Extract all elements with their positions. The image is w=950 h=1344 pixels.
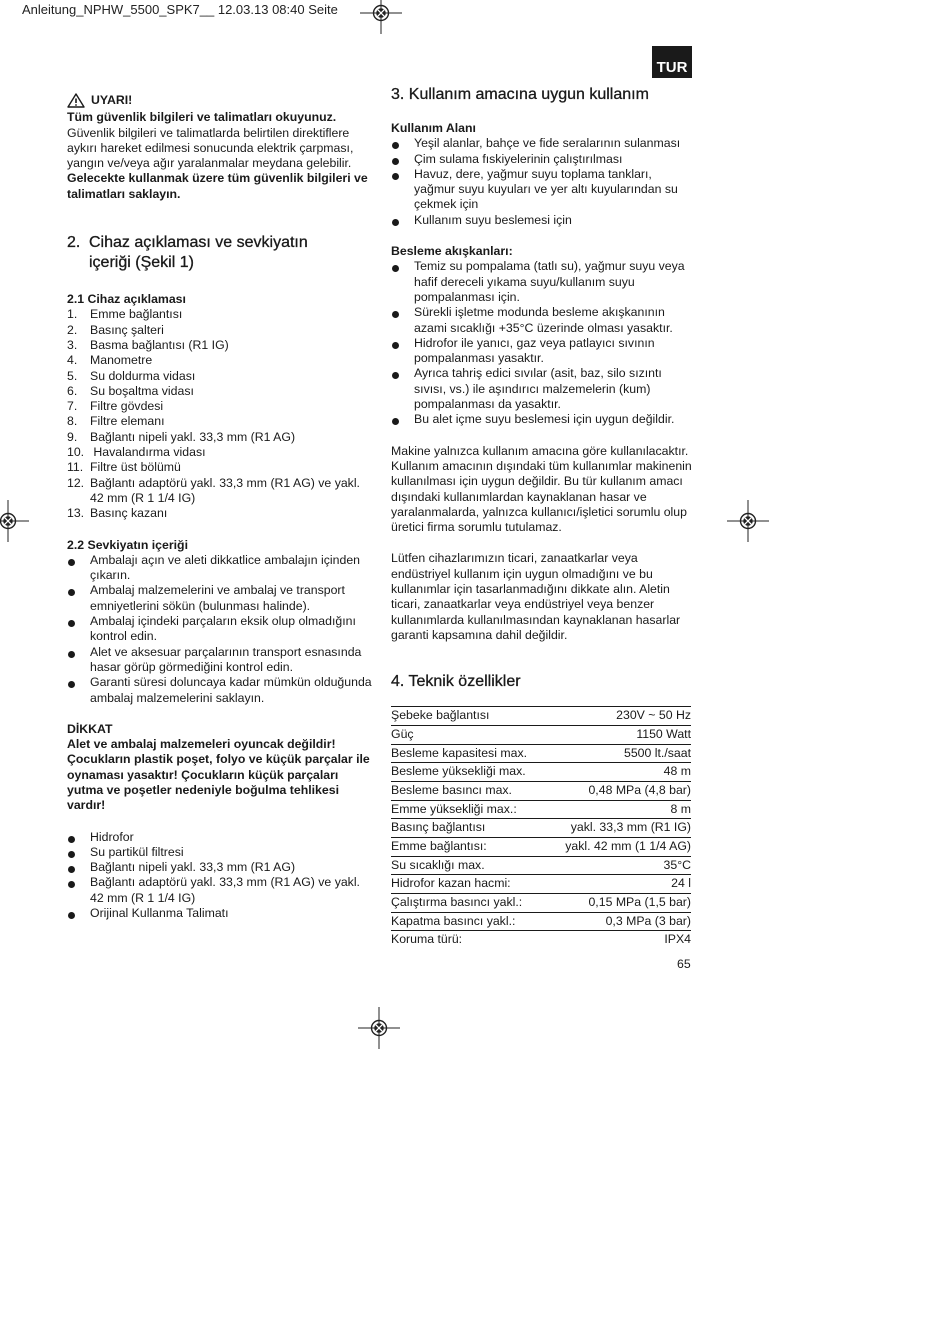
warning-text: Güvenlik bilgileri ve talimatlarda belirtilen direktiflere aykırı hareket edilmesi sonucunda elektrik çarpması, yangın ve/veya ağır yaralanmalar meydana gelebilir. <box>67 125 354 171</box>
part-label: Basınç şalteri <box>90 322 164 337</box>
part-label: Su doldurma vidası <box>90 368 196 383</box>
intended-use-paragraph: Makine yalnızca kullanım amacına göre kullanılacaktır. Kullanım amacının dışındaki tüm kullanımlar makinenin kullanılması için uygun değildir. Bu tür kullanım amacı dışındaki kullanımlardan kaynaklanan hasar ve yaralanmalarda, yalnızca kullanıcı/işletici sorumlu olup üretici firma sorumlu tutulamaz. <box>391 443 692 535</box>
spec-row <box>391 800 691 819</box>
part-number: 12. <box>67 475 85 490</box>
spec-value: 0,15 MPa (1,5 bar) <box>547 894 691 913</box>
fluids-title: Besleme akışkanları: <box>391 244 513 259</box>
delivery-item: Alet ve aksesuar parçalarının transport esnasında hasar görüp görmediğini kontrol edin. <box>67 645 372 676</box>
part-label: Filtre gövdesi <box>90 399 164 414</box>
spec-label: Hidrofor kazan hacmi: <box>391 875 547 894</box>
delivery-item: Ambalaj malzemelerini ve ambalaj ve transport emniyetlerini sökün (bulunması halinde). <box>67 583 372 614</box>
spec-value: 8 m <box>547 800 691 819</box>
part-label: Havalandırma vidası <box>90 445 206 460</box>
section3-heading: 3. Kullanım amacına uygun kullanım <box>391 86 649 103</box>
part-number: 2. <box>67 322 78 337</box>
part-item <box>67 307 372 322</box>
part-label: Filtre üst bölümü <box>90 460 181 475</box>
registration-mark-icon <box>727 500 769 542</box>
spec-row <box>391 744 691 763</box>
part-number: 6. <box>67 383 78 398</box>
spec-row <box>391 781 691 800</box>
fluid-item: Ayrıca tahriş edici sıvılar (asit, baz, silo sızıntı sıvısı, vs.) ile aşındırıcı malzemelerin (kum) pompalanması da yasaktır. <box>391 366 694 412</box>
fluid-item: Temiz su pompalama (tatlı su), yağmur suyu veya hafif dereceli yıkama suyu/kullanım suyu pompalanması için. <box>391 259 694 305</box>
spec-label: Kapatma basıncı yakl.: <box>391 912 547 931</box>
part-item <box>67 338 372 353</box>
spec-table <box>391 706 691 949</box>
caution-title: DİKKAT <box>67 721 113 736</box>
usage-area-title: Kullanım Alanı <box>391 121 476 135</box>
part-label: Basınç kazanı <box>90 506 168 521</box>
right-column <box>391 85 694 949</box>
spec-row <box>391 875 691 894</box>
part-item <box>67 445 372 460</box>
delivery-item: Garanti süresi doluncaya kadar mümkün olduğunda ambalaj malzemelerini saklayın. <box>67 675 372 706</box>
spec-row <box>391 707 691 726</box>
commercial-use-paragraph: Lütfen cihazlarımızın ticari, zanaatkarlar veya endüstriyel kullanım için uygun olmadığını ve bu kullanımlar için tasarlanmadığını dikkate alın. Aletin ticari, zanaatkarlar veya endüstriyel veya benzer kullanımlarda kullanılmasından kaynaklanan hasarlar garanti kapsamına dahil değildir. <box>391 551 681 642</box>
warning-save-text: Gelecekte kullanmak üzere tüm güvenlik bilgileri ve talimatları saklayın. <box>67 171 368 201</box>
part-number: 9. <box>67 429 78 444</box>
part-number: 8. <box>67 414 78 429</box>
part-item <box>67 323 372 338</box>
spec-label: Şebeke bağlantısı <box>391 707 547 726</box>
part-item <box>67 369 372 384</box>
fluids-list <box>391 259 694 427</box>
subsection-2-2-title: 2.2 Sevkiyatın içeriği <box>67 537 188 552</box>
contents-item: Orijinal Kullanma Talimatı <box>67 906 372 921</box>
part-label: Filtre elemanı <box>90 414 165 429</box>
spec-value: yakl. 42 mm (1 1/4 AG) <box>547 838 691 857</box>
part-number: 4. <box>67 353 78 368</box>
spec-value: 230V ~ 50 Hz <box>547 707 691 726</box>
spec-label: Basınç bağlantısı <box>391 819 547 838</box>
contents-item: Su partikül filtresi <box>67 845 372 860</box>
usage-area-list <box>391 136 694 228</box>
spec-value: 48 m <box>547 763 691 782</box>
part-number: 11. <box>67 460 84 475</box>
usage-area-item: Yeşil alanlar, bahçe ve fide seralarının sulanması <box>391 136 694 151</box>
part-label: Manometre <box>90 353 153 368</box>
spec-value: 0,3 MPa (3 bar) <box>547 912 691 931</box>
fluid-item: Sürekli işletme modunda besleme akışkanının azami sıcaklığı +35°C üzerinde olması yasaktır. <box>391 305 694 336</box>
spec-label: Besleme kapasitesi max. <box>391 744 547 763</box>
left-column <box>67 93 372 921</box>
warning-triangle-icon <box>67 93 85 108</box>
spec-label: Emme bağlantısı: <box>391 838 547 857</box>
page-number: 65 <box>677 957 691 971</box>
part-number: 13. <box>67 506 85 521</box>
registration-mark-icon <box>358 1007 400 1049</box>
section2-title-line2: içeriği (Şekil 1) <box>89 254 194 272</box>
spec-row <box>391 912 691 931</box>
spec-label: Koruma türü: <box>391 932 463 947</box>
fluid-item: Hidrofor ile yanıcı, gaz veya patlayıcı sıvının pompalanması yasaktır. <box>391 336 694 367</box>
usage-area-item: Çim sulama fıskiyelerinin çalıştırılması <box>391 152 694 167</box>
part-item <box>67 430 372 445</box>
contents-item: Bağlantı adaptörü yakl. 33,3 mm (R1 AG) ve yakl. 42 mm (R 1 1/4 IG) <box>67 875 372 906</box>
delivery-list <box>67 553 372 706</box>
part-item <box>67 353 372 368</box>
delivery-item: Ambalajı açın ve aleti dikkatlice ambalajın içinden çıkarın. <box>67 553 372 584</box>
spec-row <box>391 894 691 913</box>
part-item <box>67 506 372 521</box>
spec-value: 24 l <box>547 875 691 894</box>
language-tag: TUR <box>652 46 692 78</box>
spec-value: 1150 Watt <box>547 725 691 744</box>
part-item <box>67 384 372 399</box>
subsection-2-1-title: 2.1 Cihaz açıklaması <box>67 292 186 307</box>
spec-value: 35°C <box>547 856 691 875</box>
spec-value: 0,48 MPa (4,8 bar) <box>547 781 691 800</box>
part-item <box>67 399 372 414</box>
warning-title <box>67 93 372 108</box>
registration-mark-icon <box>0 500 29 542</box>
warning-label: UYARI! <box>91 93 133 107</box>
warning-bold-line: Tüm güvenlik bilgileri ve talimatları okuyunuz. <box>67 110 337 125</box>
contents-item: Hidrofor <box>67 830 372 845</box>
spec-value: 5500 lt./saat <box>547 744 691 763</box>
spec-row <box>391 838 691 857</box>
contents-list <box>67 830 372 922</box>
part-label: Emme bağlantısı <box>90 307 183 322</box>
part-number: 1. <box>67 307 78 322</box>
part-number: 10. <box>67 445 85 460</box>
part-number: 7. <box>67 399 78 414</box>
part-label: Bağlantı adaptörü yakl. 33,3 mm (R1 AG) ve yakl. 42 mm (R 1 1/4 IG) <box>90 475 364 505</box>
spec-label: Besleme yüksekliği max. <box>391 763 547 782</box>
spec-value: yakl. 33,3 mm (R1 IG) <box>547 819 691 838</box>
part-label: Bağlantı nipeli yakl. 33,3 mm (R1 AG) <box>90 429 296 444</box>
spec-label: Emme yüksekliği max.: <box>391 800 547 819</box>
section4-heading: 4. Teknik özellikler <box>391 673 521 691</box>
part-number: 5. <box>67 368 78 383</box>
spec-row <box>391 725 691 744</box>
registration-mark-icon <box>360 0 402 34</box>
parts-list <box>67 307 372 521</box>
fluid-item: Bu alet içme suyu beslemesi için uygun değildir. <box>391 412 694 427</box>
usage-area-item: Havuz, dere, yağmur suyu toplama tankları, yağmur suyu kuyuları ve yer altı kuyularından su çekmek için <box>391 167 694 213</box>
usage-area-item: Kullanım suyu beslemesi için <box>391 213 694 228</box>
warning-block <box>67 93 372 202</box>
spec-value: IPX4 <box>664 932 691 947</box>
spec-row <box>391 763 691 782</box>
spec-label: Besleme basıncı max. <box>391 781 547 800</box>
part-item <box>67 460 372 475</box>
spec-row <box>391 819 691 838</box>
spec-row <box>391 856 691 875</box>
print-header: Anleitung_NPHW_5500_SPK7__ 12.03.13 08:40 Seite <box>22 2 338 17</box>
spec-label: Su sıcaklığı max. <box>391 856 547 875</box>
caution-text: Alet ve ambalaj malzemeleri oyuncak değildir! Çocukların plastik poşet, folyo ve küçük parçalar ile oynaması yasaktır! Çocukların küçük parçaları yutma ve poşetler nedeniyle boğulma tehlikesi vardır! <box>67 737 370 813</box>
delivery-item: Ambalaj içindeki parçaların eksik olup olmadığını kontrol edin. <box>67 614 372 645</box>
spec-label: Çalıştırma basıncı yakl.: <box>391 894 547 913</box>
part-label: Su boşaltma vidası <box>90 383 194 398</box>
part-item <box>67 414 372 429</box>
section2-heading <box>67 233 372 273</box>
spec-row <box>391 931 691 949</box>
part-number: 3. <box>67 337 78 352</box>
contents-item: Bağlantı nipeli yakl. 33,3 mm (R1 AG) <box>67 860 372 875</box>
spec-label: Güç <box>391 725 547 744</box>
section2-number: 2. <box>67 234 81 252</box>
part-item <box>67 476 372 507</box>
section2-title-line1: Cihaz açıklaması ve sevkiyatın <box>89 234 308 252</box>
part-label: Basma bağlantısı (R1 IG) <box>90 337 229 352</box>
